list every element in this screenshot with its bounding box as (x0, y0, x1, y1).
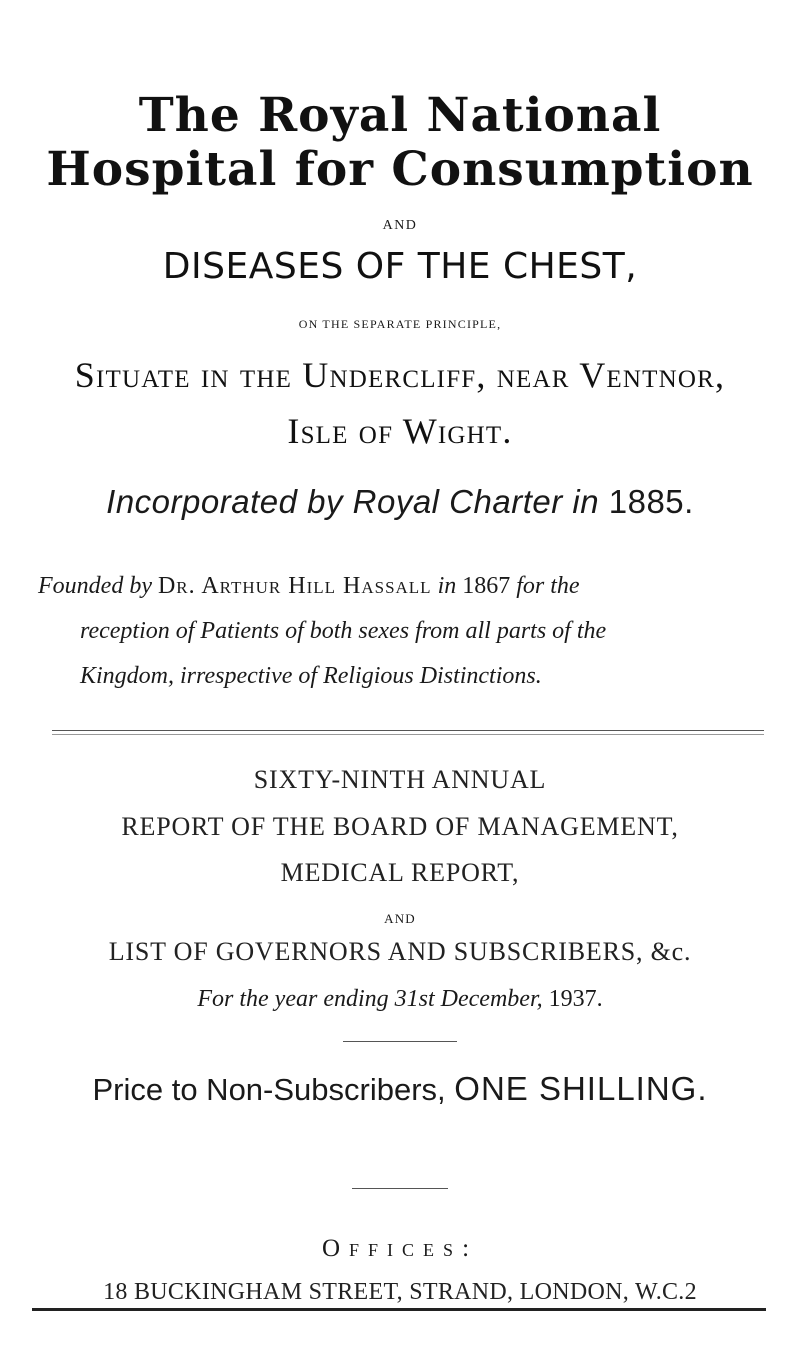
incorporated-line (0, 483, 800, 521)
incorporated-text: Incorporated by Royal Charter in (106, 483, 600, 520)
title-line-1: The Royal National (138, 88, 662, 143)
short-rule-2 (352, 1188, 448, 1189)
address-underline (32, 1308, 766, 1311)
offices-label: Offices: (321, 1235, 479, 1262)
year-ending-suffix: December, (440, 986, 543, 1012)
price-line (0, 1070, 800, 1108)
incorporated-year: 1885. (608, 483, 694, 520)
founded-year: 1867 (462, 573, 511, 599)
founder-name: Dr. Arthur Hill Hassall (157, 573, 432, 599)
section-divider-shadow (52, 734, 764, 735)
founded-in: in (437, 573, 457, 599)
founded-line-2: reception of Patients of both sexes from all parts of the (80, 618, 607, 644)
founded-line-3: Kingdom, irrespective of Religious Distinctions. (80, 663, 542, 689)
year-ending-year: 1937. (548, 986, 603, 1012)
report-and: AND (384, 911, 416, 926)
price-amount: ONE SHILLING. (454, 1070, 708, 1107)
and-connector: AND (382, 218, 418, 233)
price-prefix: Price to Non-Subscribers, (92, 1072, 446, 1107)
report-line-1: SIXTY-NINTH ANNUAL (253, 765, 547, 794)
diseases-heading: DISEASES OF THE CHEST, (162, 246, 638, 287)
founded-prefix: Founded by (38, 573, 152, 599)
office-address: 18 BUCKINGHAM STREET, STRAND, LONDON, W.C.2 (103, 1279, 697, 1305)
situate-line-2: Isle of Wight. (287, 411, 513, 451)
founded-line-1 (38, 573, 798, 600)
year-ending-line (0, 986, 800, 1013)
report-line-3: MEDICAL REPORT, (280, 858, 520, 887)
section-divider (52, 730, 764, 731)
founded-rest: for the (516, 573, 580, 599)
report-line-2: REPORT OF THE BOARD OF MANAGEMENT, (121, 812, 679, 841)
report-line-4: LIST OF GOVERNORS AND SUBSCRIBERS, &c. (108, 937, 692, 966)
year-ending-prefix: For the year ending (197, 986, 389, 1012)
year-ending-date: 31st (394, 986, 435, 1012)
principle-line: ON THE SEPARATE PRINCIPLE, (298, 317, 502, 331)
short-rule-1 (343, 1041, 457, 1042)
situate-line-1: Situate in the Undercliff, near Ventnor, (74, 355, 726, 395)
title-line-2: Hospital for Consumption (46, 142, 754, 197)
